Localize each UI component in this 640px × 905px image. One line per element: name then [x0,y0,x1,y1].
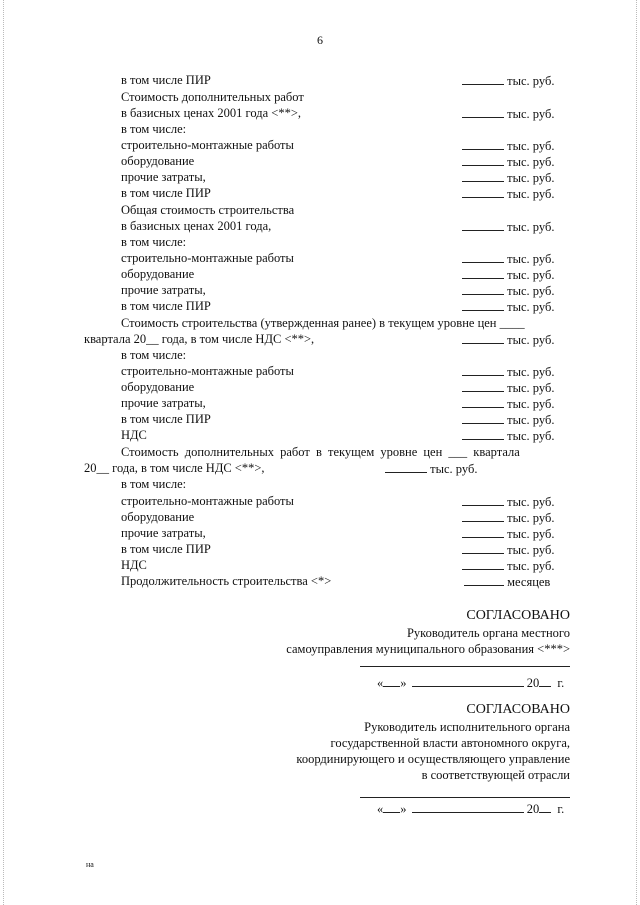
approval-text: в соответствующей отрасли [421,768,570,782]
list-item: прочие затраты, [121,170,206,184]
date-line: « » 20 г. [377,676,565,690]
list-item: в том числе ПИР [121,73,211,87]
list-item: НДС [121,428,147,442]
list-item: в том числе: [121,122,187,136]
list-item: НДС [121,558,147,572]
list-item: в том числе ПИР [121,412,211,426]
list-item: квартала 20__ года, в том числе НДС <**>, [84,332,315,346]
right-margin-rule [636,0,637,905]
amount-field: тыс. руб. [385,461,477,477]
amount-field: тыс. руб. [462,154,554,170]
list-item: в том числе ПИР [121,299,211,313]
list-item: строительно-монтажные работы [121,251,294,265]
amount-field: тыс. руб. [462,332,554,348]
approval-text: самоуправления муниципального образования <***> [286,642,570,656]
footer-mark: на [86,860,94,869]
list-item: Продолжительность строительства <*> [121,574,332,588]
left-margin-rule [3,0,4,905]
list-item: 20__ года, в том числе НДС <**>, [84,461,265,475]
list-item: в базисных ценах 2001 года, [121,219,272,233]
list-item: в том числе: [121,477,187,491]
amount-field: тыс. руб. [462,542,554,558]
list-item: строительно-монтажные работы [121,138,294,152]
list-item: в том числе: [121,348,187,362]
list-item: в том числе: [121,235,187,249]
list-item: оборудование [121,380,195,394]
duration-field: месяцев [464,574,550,590]
amount-field: тыс. руб. [462,494,554,510]
list-item: Стоимость дополнительных работ [121,90,304,104]
amount-field: тыс. руб. [462,364,554,380]
amount-field: тыс. руб. [462,186,554,202]
list-item: строительно-монтажные работы [121,364,294,378]
signature-line [360,666,570,667]
approval-heading: СОГЛАСОВАНО [466,608,570,623]
amount-field: тыс. руб. [462,558,554,574]
list-item: Стоимость строительства (утвержденная ранее) в текущем уровне цен ____ [121,316,525,330]
amount-field: тыс. руб. [462,526,554,542]
amount-field: тыс. руб. [462,396,554,412]
list-item: прочие затраты, [121,396,206,410]
list-item: в том числе ПИР [121,186,211,200]
list-item: строительно-монтажные работы [121,494,294,508]
amount-field: тыс. руб. [462,412,554,428]
list-item: прочие затраты, [121,283,206,297]
amount-field: тыс. руб. [462,106,554,122]
amount-field: тыс. руб. [462,510,554,526]
list-item: в том числе ПИР [121,542,211,556]
approval-heading: СОГЛАСОВАНО [466,702,570,717]
approval-text: государственной власти автономного округа, [330,736,570,750]
list-item: оборудование [121,267,195,281]
list-item: оборудование [121,510,195,524]
amount-field: тыс. руб. [462,138,554,154]
list-item: Общая стоимость строительства [121,203,295,217]
amount-field: тыс. руб. [462,219,554,235]
page-number: 6 [317,33,323,47]
list-item: Стоимость дополнительных работ в текущем уровне цен ___ квартала [121,445,520,459]
list-item: прочие затраты, [121,526,206,540]
amount-field: тыс. руб. [462,251,554,267]
list-item: оборудование [121,154,195,168]
approval-text: Руководитель исполнительного органа [364,720,570,734]
signature-line [360,797,570,798]
date-line: « » 20 г. [377,802,565,816]
approval-text: координирующего и осуществляющего управление [296,752,570,766]
list-item: в базисных ценах 2001 года <**>, [121,106,302,120]
amount-field: тыс. руб. [462,380,554,396]
amount-field: тыс. руб. [462,428,554,444]
approval-text: Руководитель органа местного [406,626,570,640]
amount-field: тыс. руб. [462,170,554,186]
amount-field: тыс. руб. [462,299,554,315]
amount-field: тыс. руб. [462,73,554,89]
amount-field: тыс. руб. [462,283,554,299]
amount-field: тыс. руб. [462,267,554,283]
